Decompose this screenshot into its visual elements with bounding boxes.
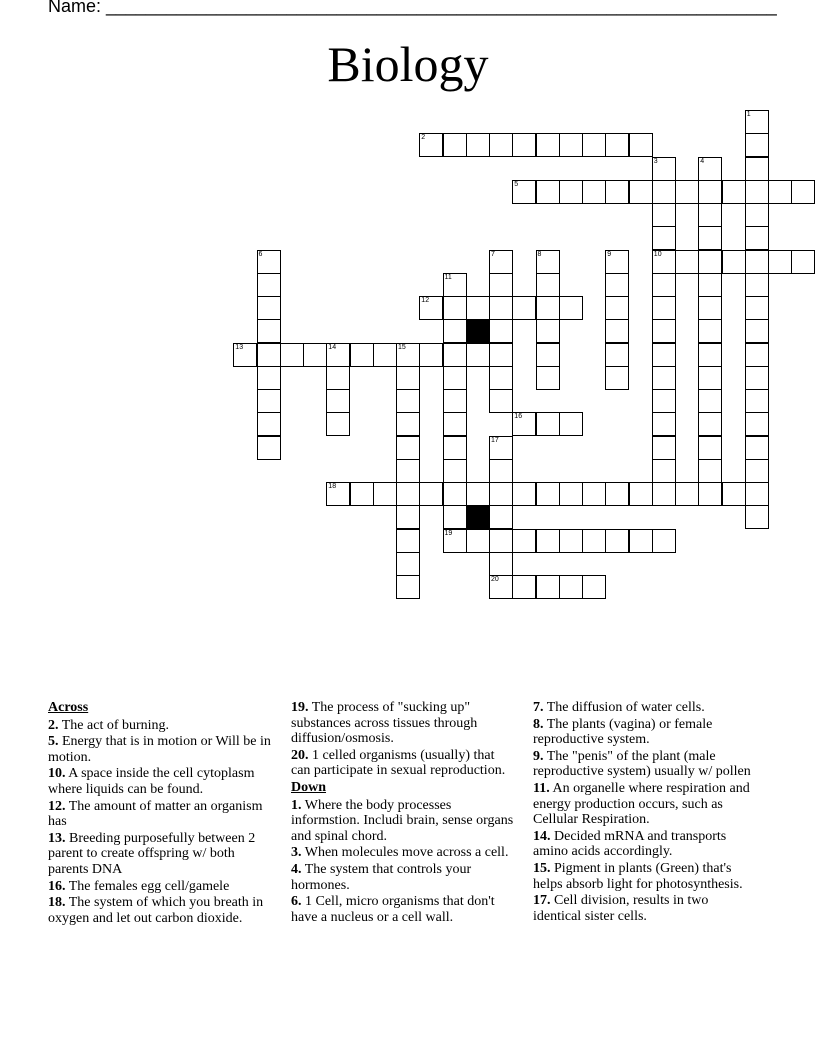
black-cell <box>466 319 490 343</box>
grid-cell[interactable] <box>326 343 350 367</box>
grid-cell[interactable] <box>559 575 583 599</box>
grid-cell[interactable] <box>582 575 606 599</box>
grid-cell[interactable] <box>536 319 560 343</box>
grid-cell[interactable] <box>419 296 443 320</box>
grid-cell[interactable] <box>489 459 513 483</box>
grid-cell[interactable] <box>745 343 769 367</box>
clue-down-6: 6. 1 Cell, micro organisms that don't have a nucleus or a cell wall. <box>291 894 495 925</box>
grid-cell[interactable] <box>443 389 467 413</box>
grid-cell[interactable] <box>745 319 769 343</box>
grid-cell[interactable] <box>745 482 769 506</box>
grid-cell[interactable] <box>698 319 722 343</box>
grid-cell[interactable] <box>257 436 281 460</box>
grid-cell[interactable] <box>768 180 792 204</box>
grid-cell[interactable] <box>791 180 815 204</box>
clue-across-12: 12. The amount of matter an organism has <box>48 798 263 830</box>
grid-cell[interactable] <box>512 529 536 553</box>
grid-cell[interactable] <box>652 482 676 506</box>
grid-cell[interactable] <box>536 575 560 599</box>
grid-cell[interactable] <box>257 250 281 274</box>
grid-cell[interactable] <box>536 366 560 390</box>
grid-cell[interactable] <box>443 459 467 483</box>
grid-cell[interactable] <box>652 459 676 483</box>
grid-cell[interactable] <box>698 482 722 506</box>
grid-cell[interactable] <box>536 133 560 157</box>
grid-cell[interactable] <box>675 180 699 204</box>
grid-cell[interactable] <box>605 273 629 297</box>
clue-across-20: 20. 1 celled organisms (usually) that can participate in sexual reproduction. <box>291 747 506 779</box>
grid-cell[interactable] <box>489 296 513 320</box>
grid-cell[interactable] <box>605 180 629 204</box>
grid-cell[interactable] <box>745 273 769 297</box>
grid-cell[interactable] <box>466 529 490 553</box>
grid-cell[interactable] <box>745 412 769 436</box>
grid-cell[interactable] <box>698 296 722 320</box>
grid-cell[interactable] <box>257 412 281 436</box>
grid-cell[interactable] <box>489 389 513 413</box>
clue-number: 20 <box>491 576 499 583</box>
grid-cell[interactable] <box>559 482 583 506</box>
grid-cell[interactable] <box>605 250 629 274</box>
grid-cell[interactable] <box>512 412 536 436</box>
grid-cell[interactable] <box>489 482 513 506</box>
grid-cell[interactable] <box>652 436 676 460</box>
grid-cell[interactable] <box>233 343 257 367</box>
grid-cell[interactable] <box>745 296 769 320</box>
clue-number: 1 <box>746 111 751 118</box>
grid-cell[interactable] <box>257 343 281 367</box>
grid-cell[interactable] <box>698 366 722 390</box>
grid-cell[interactable] <box>582 180 606 204</box>
grid-cell[interactable] <box>489 366 513 390</box>
grid-cell[interactable] <box>326 482 350 506</box>
clue-down-7: 7. The diffusion of water cells. <box>533 700 705 715</box>
grid-cell[interactable] <box>698 157 722 181</box>
clue-number: 8 <box>537 250 542 258</box>
grid-cell[interactable] <box>396 343 420 367</box>
grid-cell[interactable] <box>698 412 722 436</box>
grid-cell[interactable] <box>466 482 490 506</box>
grid-cell[interactable] <box>745 366 769 390</box>
grid-cell[interactable] <box>489 133 513 157</box>
grid-cell[interactable] <box>559 296 583 320</box>
grid-cell[interactable] <box>652 319 676 343</box>
clue-across-19: 19. The process of "sucking up" substances across tissues through diffusion/osmosis. <box>291 700 478 747</box>
grid-cell[interactable] <box>443 529 467 553</box>
grid-cell[interactable] <box>605 482 629 506</box>
grid-cell[interactable] <box>419 343 443 367</box>
name-field: Name: ___________________________________________________________________ <box>48 0 777 16</box>
grid-cell[interactable] <box>675 482 699 506</box>
grid-cell[interactable] <box>396 436 420 460</box>
grid-cell[interactable] <box>745 436 769 460</box>
grid-cell[interactable] <box>443 343 467 367</box>
grid-cell[interactable] <box>443 412 467 436</box>
grid-cell[interactable] <box>698 389 722 413</box>
clue-number: 18 <box>328 483 337 490</box>
grid-cell[interactable] <box>466 296 490 320</box>
grid-cell[interactable] <box>745 133 769 157</box>
grid-cell[interactable] <box>698 250 722 274</box>
grid-cell[interactable] <box>745 250 769 274</box>
grid-cell[interactable] <box>536 529 560 553</box>
clue-number: 3 <box>653 157 658 165</box>
grid-cell[interactable] <box>652 366 676 390</box>
clue-down-4: 4. The system that controls your hormones. <box>291 861 472 893</box>
grid-cell[interactable] <box>443 436 467 460</box>
grid-cell[interactable] <box>443 505 467 529</box>
grid-cell[interactable] <box>257 273 281 297</box>
clue-across-2: 2. The act of burning. <box>48 717 170 733</box>
grid-cell[interactable] <box>652 180 676 204</box>
clue-down-14: 14. Decided mRNA and transports amino acids accordingly. <box>533 828 727 860</box>
grid-cell[interactable] <box>373 482 397 506</box>
grid-cell[interactable] <box>489 436 513 460</box>
clue-down-9: 9. The "penis" of the plant (male reproductive system) usually w/ pollen <box>533 748 751 780</box>
grid-cell[interactable] <box>326 366 350 390</box>
grid-cell[interactable] <box>605 366 629 390</box>
grid-cell[interactable] <box>629 133 653 157</box>
grid-cell[interactable] <box>605 319 629 343</box>
grid-cell[interactable] <box>629 482 653 506</box>
grid-cell[interactable] <box>605 343 629 367</box>
grid-cell[interactable] <box>536 296 560 320</box>
grid-cell[interactable] <box>652 157 676 181</box>
grid-cell[interactable] <box>257 296 281 320</box>
grid-cell[interactable] <box>443 319 467 343</box>
grid-cell[interactable] <box>443 133 467 157</box>
grid-cell[interactable] <box>512 575 536 599</box>
grid-cell[interactable] <box>745 505 769 529</box>
grid-cell[interactable] <box>745 203 769 227</box>
grid-cell[interactable] <box>536 412 560 436</box>
clue-across-10: 10. A space inside the cell cytoplasm where liquids can be found. <box>48 766 255 797</box>
grid-cell[interactable] <box>536 343 560 367</box>
clue-number: 13 <box>235 343 244 351</box>
grid-cell[interactable] <box>396 529 420 553</box>
grid-cell[interactable] <box>582 133 606 157</box>
clue-number: 17 <box>491 436 499 444</box>
grid-cell[interactable] <box>652 250 676 274</box>
grid-cell[interactable] <box>652 529 676 553</box>
grid-cell[interactable] <box>652 203 676 227</box>
grid-cell[interactable] <box>512 296 536 320</box>
grid-cell[interactable] <box>326 412 350 436</box>
grid-cell[interactable] <box>396 412 420 436</box>
grid-cell[interactable] <box>722 180 746 204</box>
grid-cell[interactable] <box>605 133 629 157</box>
grid-cell[interactable] <box>652 226 676 250</box>
grid-cell[interactable] <box>745 157 769 181</box>
across-heading: Across <box>48 700 89 715</box>
clue-down-8: 8. The plants (vagina) or female reproductive system. <box>533 716 713 748</box>
grid-cell[interactable] <box>652 343 676 367</box>
grid-cell[interactable] <box>559 529 583 553</box>
grid-cell[interactable] <box>350 343 374 367</box>
clue-number: 7 <box>491 250 495 258</box>
clue-down-1: 1. Where the body processes informstion. Includi brain, sense organs and spinal chord. <box>291 797 514 844</box>
grid-cell[interactable] <box>605 296 629 320</box>
grid-cell[interactable] <box>396 389 420 413</box>
clue-number: 12 <box>421 297 430 304</box>
grid-cell[interactable] <box>396 459 420 483</box>
grid-cell[interactable] <box>419 133 443 157</box>
grid-cell[interactable] <box>419 482 443 506</box>
grid-cell[interactable] <box>791 250 815 274</box>
clue-across-18: 18. The system of which you breath in oxygen and let out carbon dioxide. <box>48 895 264 926</box>
grid-cell[interactable] <box>489 343 513 367</box>
grid-cell[interactable] <box>396 366 420 390</box>
grid-cell[interactable] <box>629 529 653 553</box>
clues-column-2 <box>291 700 516 926</box>
clues-column-3 <box>533 700 758 925</box>
clue-across-5: 5. Energy that is in motion or Will be in motion. <box>48 734 271 765</box>
grid-cell[interactable] <box>698 180 722 204</box>
grid-cell[interactable] <box>536 482 560 506</box>
clue-number: 6 <box>258 250 263 258</box>
grid-cell[interactable] <box>443 273 467 297</box>
grid-cell[interactable] <box>489 319 513 343</box>
grid-cell[interactable] <box>326 389 350 413</box>
puzzle-title: Biology <box>327 36 489 92</box>
grid-cell[interactable] <box>652 389 676 413</box>
grid-cell[interactable] <box>443 366 467 390</box>
grid-cell[interactable] <box>559 180 583 204</box>
grid-cell[interactable] <box>768 250 792 274</box>
grid-cell[interactable] <box>745 389 769 413</box>
clue-number: 11 <box>444 273 452 281</box>
down-heading: Down <box>291 779 327 795</box>
grid-cell[interactable] <box>536 273 560 297</box>
clues-column-1 <box>48 700 273 927</box>
grid-cell[interactable] <box>652 273 676 297</box>
grid-cell[interactable] <box>489 552 513 576</box>
clue-number: 5 <box>514 180 519 188</box>
grid-cell[interactable] <box>629 180 653 204</box>
grid-cell[interactable] <box>745 459 769 483</box>
grid-cell[interactable] <box>489 273 513 297</box>
grid-cell[interactable] <box>536 250 560 274</box>
grid-cell[interactable] <box>443 296 467 320</box>
grid-cell[interactable] <box>489 250 513 274</box>
grid-cell[interactable] <box>373 343 397 367</box>
clue-number: 2 <box>421 134 426 142</box>
grid-cell[interactable] <box>745 226 769 250</box>
grid-cell[interactable] <box>652 296 676 320</box>
grid-cell[interactable] <box>257 366 281 390</box>
grid-cell[interactable] <box>536 180 560 204</box>
clue-down-15: 15. Pigment in plants (Green) that's helps absorb light for photosynthesis. <box>533 860 743 892</box>
clue-number: 15 <box>398 343 406 351</box>
grid-cell[interactable] <box>582 529 606 553</box>
grid-cell[interactable] <box>652 412 676 436</box>
grid-cell[interactable] <box>675 250 699 274</box>
grid-cell[interactable] <box>396 575 420 599</box>
clue-number: 10 <box>653 250 662 258</box>
grid-cell[interactable] <box>489 575 513 599</box>
grid-cell[interactable] <box>396 482 420 506</box>
grid-cell[interactable] <box>512 482 536 506</box>
grid-cell[interactable] <box>559 412 583 436</box>
black-cell <box>466 505 490 529</box>
grid-cell[interactable] <box>722 482 746 506</box>
grid-cell[interactable] <box>443 482 467 506</box>
grid-cell[interactable] <box>396 505 420 529</box>
clue-down-3: 3. When molecules move across a cell. <box>291 845 509 861</box>
grid-cell[interactable] <box>698 343 722 367</box>
grid-cell[interactable] <box>350 482 374 506</box>
grid-cell[interactable] <box>396 552 420 576</box>
grid-cell[interactable] <box>489 529 513 553</box>
grid-cell[interactable] <box>512 133 536 157</box>
grid-cell[interactable] <box>257 319 281 343</box>
clue-number: 9 <box>607 250 612 258</box>
grid-cell[interactable] <box>698 226 722 250</box>
grid-cell[interactable] <box>722 250 746 274</box>
clue-number: 14 <box>328 343 337 351</box>
grid-cell[interactable] <box>559 133 583 157</box>
grid-cell[interactable] <box>745 180 769 204</box>
grid-cell[interactable] <box>512 180 536 204</box>
clue-across-16: 16. The females egg cell/gamele <box>48 878 230 894</box>
grid-cell[interactable] <box>280 343 304 367</box>
clue-number: 4 <box>700 157 705 165</box>
grid-cell[interactable] <box>466 343 490 367</box>
grid-cell[interactable] <box>582 482 606 506</box>
grid-cell[interactable] <box>605 529 629 553</box>
clue-down-17: 17. Cell division, results in two identical sister cells. <box>533 893 709 924</box>
clue-number: 16 <box>514 413 523 421</box>
grid-cell[interactable] <box>698 459 722 483</box>
grid-cell[interactable] <box>489 505 513 529</box>
grid-cell[interactable] <box>745 110 769 134</box>
grid-cell[interactable] <box>698 203 722 227</box>
clue-number: 19 <box>444 529 453 537</box>
clue-down-11: 11. An organelle where respiration and energy production occurs, such as Cellular Respiration. <box>533 780 750 828</box>
grid-cell[interactable] <box>303 343 327 367</box>
grid-cell[interactable] <box>466 133 490 157</box>
clue-across-13: 13. Breeding purposefully between 2 parent to create offspring w/ both parents DNA <box>48 830 256 877</box>
grid-cell[interactable] <box>698 436 722 460</box>
grid-cell[interactable] <box>698 273 722 297</box>
grid-cell[interactable] <box>257 389 281 413</box>
